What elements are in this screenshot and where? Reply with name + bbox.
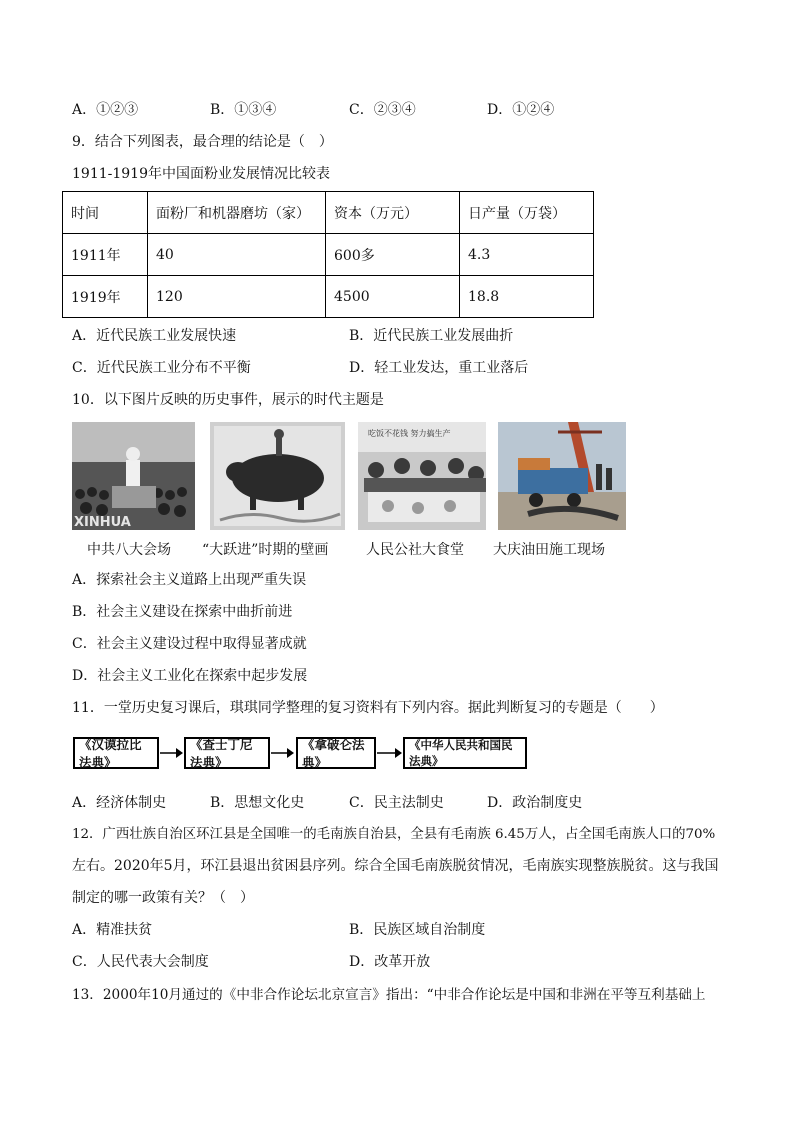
q13-line-1: 13．2000年10月通过的《中非合作论坛北京宣言》指出：“中非合作论坛是中国和非洲在平等互利基础上 — [72, 987, 706, 1003]
table-cell: 600多 — [326, 234, 460, 276]
table-header-cell: 时间 — [63, 192, 148, 234]
caption-party-congress: 中共八大会场 — [87, 542, 171, 558]
photo-banner-text: 吃饭不花钱 努力搞生产 — [368, 429, 451, 438]
table-cell: 1919年 — [63, 276, 148, 318]
q10-option-a: A．探索社会主义道路上出现严重失误 — [72, 572, 307, 588]
arrow-right-icon — [160, 745, 184, 761]
photo-great-leap-mural — [210, 422, 345, 530]
flow-box-justinian: 《查士丁尼法典》 — [184, 737, 270, 769]
q12-option-a: A．精准扶贫 — [72, 922, 153, 938]
photo-daqing-oilfield — [498, 422, 626, 530]
table-cell: 4.3 — [460, 234, 594, 276]
q12-line-3: 制定的哪一政策有关？（ ） — [72, 890, 254, 906]
flow-box-hammurabi: 《汉谟拉比法典》 — [73, 737, 159, 769]
q8-option-b: B．①③④ — [210, 102, 277, 118]
q11-stem: 11．一堂历史复习课后，琪琪同学整理的复习资料有下列内容。据此判断复习的专题是（ ） — [72, 700, 664, 716]
table-cell: 1911年 — [63, 234, 148, 276]
flow-box-napoleon: 《拿破仑法典》 — [296, 737, 376, 769]
q11-option-d: D．政治制度史 — [487, 795, 583, 811]
caption-mural: “大跃进”时期的壁画 — [202, 542, 329, 558]
table-header-cell: 日产量（万袋） — [460, 192, 594, 234]
arrow-right-icon — [377, 745, 403, 761]
q8-option-c: C．②③④ — [349, 102, 416, 118]
table-row — [63, 234, 594, 276]
q10-option-d: D．社会主义工业化在探索中起步发展 — [72, 668, 308, 684]
q11-option-b: B．思想文化史 — [210, 795, 305, 811]
arrow-right-icon — [271, 745, 295, 761]
q12-line-2: 左右。2020年5月，环江县退出贫困县序列。综合全国毛南族脱贫情况，毛南族实现整族脱贫。这与我国 — [72, 858, 719, 874]
q8-option-a: A．①②③ — [72, 102, 139, 118]
q9-option-c: C．近代民族工业分布不平衡 — [72, 360, 251, 376]
photo-commune-canteen — [358, 422, 486, 530]
caption-canteen: 人民公社大食堂 — [366, 542, 464, 558]
table-row — [63, 276, 594, 318]
q10-stem: 10．以下图片反映的历史事件，展示的时代主题是 — [72, 392, 384, 408]
q9-option-d: D．轻工业发达，重工业落后 — [349, 360, 529, 376]
q12-line-1: 12．广西壮族自治区环江县是全国唯一的毛南族自治县，全县有毛南族 6.45万人，占全国毛南族人口的70% — [72, 827, 716, 842]
q9-option-a: A．近代民族工业发展快速 — [72, 328, 237, 344]
q8-option-d: D．①②④ — [487, 102, 555, 118]
q12-option-d: D．改革开放 — [349, 954, 431, 970]
q11-option-c: C．民主法制史 — [349, 795, 444, 811]
table-header-cell: 资本（万元） — [326, 192, 460, 234]
q10-option-b: B．社会主义建设在探索中曲折前进 — [72, 604, 293, 620]
flour-industry-table — [62, 191, 594, 318]
table-cell: 120 — [148, 276, 326, 318]
table-cell: 40 — [148, 234, 326, 276]
table-cell: 4500 — [326, 276, 460, 318]
q10-option-c: C．社会主义建设过程中取得显著成就 — [72, 636, 307, 652]
q9-option-b: B．近代民族工业发展曲折 — [349, 328, 514, 344]
table-header-cell: 面粉厂和机器磨坊（家） — [148, 192, 326, 234]
q12-option-c: C．人民代表大会制度 — [72, 954, 209, 970]
photo-party-congress — [72, 422, 195, 530]
table-cell: 18.8 — [460, 276, 594, 318]
photo-watermark: XINHUA — [74, 515, 131, 530]
q11-option-a: A．经济体制史 — [72, 795, 167, 811]
q12-option-b: B．民族区域自治制度 — [349, 922, 486, 938]
flow-box-prc-civil-code: 《中华人民共和国民法典》 — [403, 737, 527, 769]
table-header-row — [63, 192, 594, 234]
q9-stem: 9．结合下列图表，最合理的结论是（ ） — [72, 134, 333, 150]
caption-oilfield: 大庆油田施工现场 — [493, 542, 605, 558]
q9-table-title: 1911-1919年中国面粉业发展情况比较表 — [72, 166, 330, 182]
